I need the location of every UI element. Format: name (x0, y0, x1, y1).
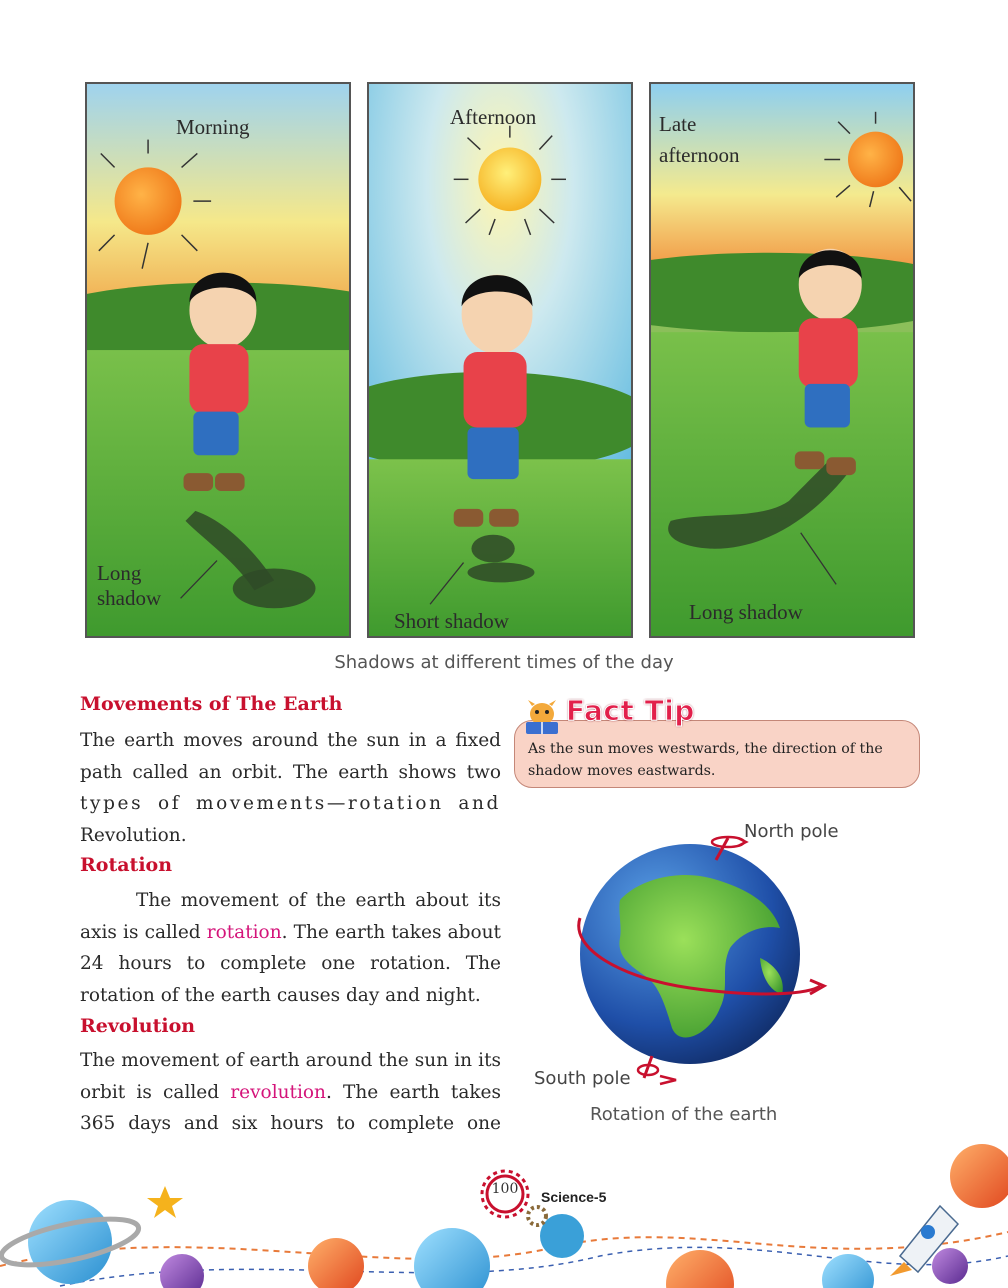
revolution-term: revolution (230, 1081, 326, 1103)
book-name: Science-5 (541, 1189, 607, 1205)
north-pole-label: North pole (744, 821, 839, 842)
revolution-heading: Revolution (80, 1015, 196, 1037)
movements-line4: Revolution. (80, 824, 187, 846)
purple-planet-icon (160, 1254, 204, 1288)
rotation-term: rotation (206, 921, 282, 943)
fact-tip-text: As the sun moves westwards, the direction of the shadow moves eastwards. (528, 741, 883, 779)
afternoon-shadow-label: Short shadow (394, 609, 509, 633)
revolution-text-before: The movement of earth around the sun in its orbit is called (80, 1050, 501, 1103)
orange-planet-icon (666, 1250, 734, 1288)
late-afternoon-label-line1: Late (659, 112, 697, 136)
violet-planet-icon (932, 1248, 968, 1284)
striped-planet-icon (950, 1144, 1008, 1208)
page-number: 100 (491, 1181, 519, 1197)
afternoon-label: Afternoon (450, 105, 537, 129)
ringed-planet-icon (0, 1200, 142, 1284)
afternoon-panel (367, 82, 633, 638)
rotation-heading: Rotation (80, 854, 173, 876)
movements-line3: types of movements—rotation and (80, 793, 501, 814)
morning-label: Morning (176, 115, 250, 139)
rotation-paragraph (80, 885, 501, 1011)
late-afternoon-label-line2: afternoon (659, 143, 740, 167)
rotation-text-before: The movement of the earth about its axis is called (80, 890, 501, 943)
star-icon (147, 1186, 183, 1218)
reading-mascot-icon (520, 698, 564, 738)
morning-shadow-label-line1: Long (97, 561, 142, 585)
red-planet-icon (308, 1238, 364, 1288)
south-pole-label: South pole (534, 1068, 631, 1089)
earth-small-icon (540, 1214, 584, 1258)
space-footer-decoration (0, 1136, 1008, 1288)
rotation-text-after: . The earth takes about 24 hours to complete one rotation. The rotation of the earth causes day and night. (80, 921, 501, 1006)
afternoon-illustration (369, 84, 631, 636)
figure-caption: Shadows at different times of the day (334, 652, 674, 673)
morning-shadow-label-line2: shadow (97, 586, 162, 610)
earth-rotation-figure (560, 808, 880, 1098)
blue-planet-icon (414, 1228, 490, 1288)
late-afternoon-shadow-label: Long shadow (689, 600, 803, 624)
revolution-text-after: . The earth takes 365 days and six hours to complete one (80, 1081, 502, 1134)
fact-tip-title: Fact Tip (566, 694, 695, 727)
movements-heading: Movements of The Earth (80, 693, 343, 715)
movements-line2: path called an orbit. The earth shows two (80, 761, 501, 783)
revolution-paragraph (80, 1045, 501, 1140)
globe-caption: Rotation of the earth (590, 1104, 778, 1125)
earth-globe-icon (560, 808, 880, 1098)
gear-icon (482, 1171, 546, 1225)
movements-line1: The earth moves around the sun in a fixed (80, 730, 501, 751)
morning-illustration (87, 84, 349, 636)
morning-panel (85, 82, 351, 638)
cyan-planet-icon (822, 1254, 874, 1288)
movements-paragraph (80, 725, 501, 851)
